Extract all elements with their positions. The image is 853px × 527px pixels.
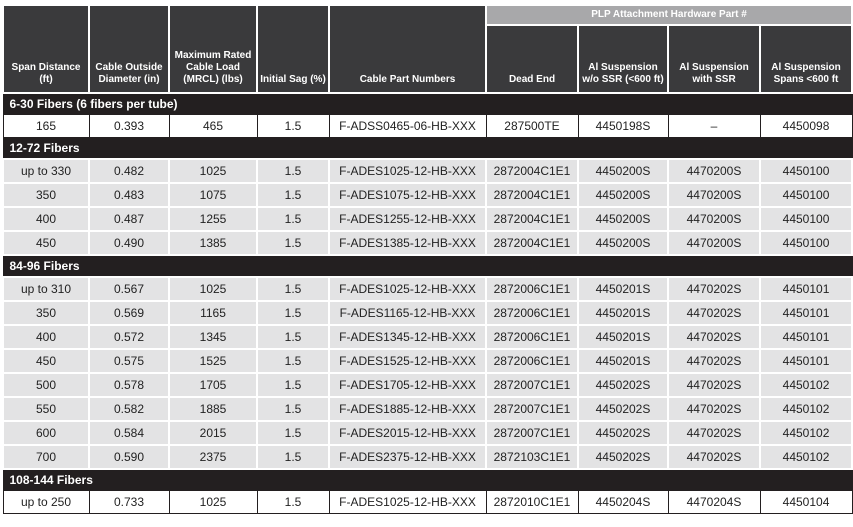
outside-diameter-cell: 0.569 — [89, 301, 169, 325]
span-distance-cell: 350 — [3, 183, 89, 207]
suspension-spans-cell: 4450098 — [760, 115, 852, 138]
suspension-without-ssr-cell: 4450202S — [578, 421, 668, 445]
initial-sag-cell: 1.5 — [257, 421, 329, 445]
suspension-spans-cell: 4450102 — [760, 373, 852, 397]
header-dead-end: Dead End — [486, 25, 578, 93]
suspension-spans-cell: 4450102 — [760, 397, 852, 421]
initial-sag-cell: 1.5 — [257, 349, 329, 373]
suspension-with-ssr-cell: 4470202S — [668, 349, 760, 373]
initial-sag-cell: 1.5 — [257, 301, 329, 325]
span-distance-cell: 600 — [3, 421, 89, 445]
initial-sag-cell: 1.5 — [257, 373, 329, 397]
suspension-without-ssr-cell: 4450201S — [578, 325, 668, 349]
mrcl-cell: 1025 — [169, 277, 257, 301]
header-span-distance: Span Distance (ft) — [3, 5, 89, 93]
table-row — [3, 183, 852, 207]
cable-part-number-cell: F-ADES1025-12-HB-XXX — [329, 277, 486, 301]
initial-sag-cell: 1.5 — [257, 445, 329, 469]
span-distance-cell: 700 — [3, 445, 89, 469]
dead-end-cell: 2872004C1E1 — [486, 231, 578, 255]
suspension-without-ssr-cell: 4450200S — [578, 207, 668, 231]
cable-part-number-cell: F-ADES1255-12-HB-XXX — [329, 207, 486, 231]
mrcl-cell: 1025 — [169, 159, 257, 183]
span-distance-cell: 400 — [3, 325, 89, 349]
suspension-without-ssr-cell: 4450198S — [578, 115, 668, 138]
table-row — [3, 397, 852, 421]
suspension-with-ssr-cell: 4470202S — [668, 373, 760, 397]
cable-part-number-cell: F-ADSS0465-06-HB-XXX — [329, 115, 486, 138]
fiber-group-row — [3, 255, 852, 277]
outside-diameter-cell: 0.575 — [89, 349, 169, 373]
table-row — [3, 207, 852, 231]
header-cable-part-numbers: Cable Part Numbers — [329, 5, 486, 93]
initial-sag-cell: 1.5 — [257, 491, 329, 514]
dead-end-cell: 2872006C1E1 — [486, 301, 578, 325]
suspension-without-ssr-cell: 4450200S — [578, 183, 668, 207]
cable-part-number-cell: F-ADES1025-12-HB-XXX — [329, 159, 486, 183]
span-distance-cell: 450 — [3, 231, 89, 255]
suspension-with-ssr-cell: 4470200S — [668, 207, 760, 231]
span-distance-cell: up to 250 — [3, 491, 89, 514]
outside-diameter-cell: 0.482 — [89, 159, 169, 183]
suspension-with-ssr-cell: 4470200S — [668, 183, 760, 207]
span-distance-cell: up to 310 — [3, 277, 89, 301]
table-row — [3, 325, 852, 349]
initial-sag-cell: 1.5 — [257, 397, 329, 421]
outside-diameter-cell: 0.584 — [89, 421, 169, 445]
mrcl-cell: 1255 — [169, 207, 257, 231]
mrcl-cell: 2375 — [169, 445, 257, 469]
mrcl-cell: 1165 — [169, 301, 257, 325]
table-row — [3, 277, 852, 301]
header-cable-diameter: Cable Outside Diameter (in) — [89, 5, 169, 93]
suspension-spans-cell: 4450100 — [760, 231, 852, 255]
dead-end-cell: 2872007C1E1 — [486, 373, 578, 397]
dead-end-cell: 2872004C1E1 — [486, 183, 578, 207]
cable-part-number-cell: F-ADES1345-12-HB-XXX — [329, 325, 486, 349]
table-row — [3, 421, 852, 445]
suspension-without-ssr-cell: 4450200S — [578, 159, 668, 183]
table-row — [3, 231, 852, 255]
mrcl-cell: 1345 — [169, 325, 257, 349]
dead-end-cell: 2872004C1E1 — [486, 159, 578, 183]
cable-part-number-cell: F-ADES1525-12-HB-XXX — [329, 349, 486, 373]
suspension-spans-cell: 4450100 — [760, 207, 852, 231]
suspension-spans-cell: 4450101 — [760, 301, 852, 325]
cable-part-number-cell: F-ADES1075-12-HB-XXX — [329, 183, 486, 207]
table-row — [3, 491, 852, 514]
header-plp-hardware-group: PLP Attachment Hardware Part # — [486, 5, 852, 25]
outside-diameter-cell: 0.393 — [89, 115, 169, 138]
cable-spec-table — [2, 4, 853, 514]
suspension-spans-cell: 4450102 — [760, 445, 852, 469]
table-row — [3, 349, 852, 373]
initial-sag-cell: 1.5 — [257, 159, 329, 183]
dead-end-cell: 2872007C1E1 — [486, 397, 578, 421]
outside-diameter-cell: 0.572 — [89, 325, 169, 349]
suspension-with-ssr-cell: 4470202S — [668, 301, 760, 325]
header-initial-sag: Initial Sag (%) — [257, 5, 329, 93]
mrcl-cell: 1075 — [169, 183, 257, 207]
initial-sag-cell: 1.5 — [257, 325, 329, 349]
initial-sag-cell: 1.5 — [257, 183, 329, 207]
dead-end-cell: 2872006C1E1 — [486, 349, 578, 373]
suspension-spans-cell: 4450100 — [760, 183, 852, 207]
outside-diameter-cell: 0.582 — [89, 397, 169, 421]
fiber-group-title: 84-96 Fibers — [3, 255, 852, 277]
table-row — [3, 373, 852, 397]
suspension-without-ssr-cell: 4450201S — [578, 349, 668, 373]
dead-end-cell: 2872006C1E1 — [486, 325, 578, 349]
table-body — [3, 93, 852, 514]
fiber-group-title: 12-72 Fibers — [3, 138, 852, 160]
span-distance-cell: 400 — [3, 207, 89, 231]
span-distance-cell: 550 — [3, 397, 89, 421]
initial-sag-cell: 1.5 — [257, 277, 329, 301]
span-distance-cell: 500 — [3, 373, 89, 397]
outside-diameter-cell: 0.487 — [89, 207, 169, 231]
header-suspension-without-ssr: Al Suspension w/o SSR (<600 ft) — [578, 25, 668, 93]
fiber-group-title: 6-30 Fibers (6 fibers per tube) — [3, 93, 852, 115]
table-row — [3, 159, 852, 183]
dead-end-cell: 2872007C1E1 — [486, 421, 578, 445]
span-distance-cell: 450 — [3, 349, 89, 373]
suspension-without-ssr-cell: 4450201S — [578, 277, 668, 301]
suspension-with-ssr-cell: 4470202S — [668, 277, 760, 301]
mrcl-cell: 1025 — [169, 491, 257, 514]
suspension-without-ssr-cell: 4450202S — [578, 445, 668, 469]
fiber-group-title: 108-144 Fibers — [3, 469, 852, 491]
fiber-group-row — [3, 469, 852, 491]
initial-sag-cell: 1.5 — [257, 207, 329, 231]
suspension-spans-cell: 4450104 — [760, 491, 852, 514]
suspension-spans-cell: 4450102 — [760, 421, 852, 445]
suspension-without-ssr-cell: 4450204S — [578, 491, 668, 514]
dead-end-cell: 2872010C1E1 — [486, 491, 578, 514]
suspension-with-ssr-cell: – — [668, 115, 760, 138]
header-suspension-spans: Al Suspension Spans <600 ft — [760, 25, 852, 93]
suspension-spans-cell: 4450101 — [760, 325, 852, 349]
spec-table-container — [2, 4, 851, 514]
dead-end-cell: 2872103C1E1 — [486, 445, 578, 469]
dead-end-cell: 2872004C1E1 — [486, 207, 578, 231]
outside-diameter-cell: 0.567 — [89, 277, 169, 301]
span-distance-cell: up to 330 — [3, 159, 89, 183]
outside-diameter-cell: 0.483 — [89, 183, 169, 207]
mrcl-cell: 1705 — [169, 373, 257, 397]
suspension-spans-cell: 4450101 — [760, 349, 852, 373]
table-row — [3, 445, 852, 469]
cable-part-number-cell: F-ADES1385-12-HB-XXX — [329, 231, 486, 255]
mrcl-cell: 1885 — [169, 397, 257, 421]
fiber-group-row — [3, 138, 852, 160]
suspension-with-ssr-cell: 4470202S — [668, 445, 760, 469]
suspension-without-ssr-cell: 4450201S — [578, 301, 668, 325]
outside-diameter-cell: 0.578 — [89, 373, 169, 397]
mrcl-cell: 465 — [169, 115, 257, 138]
suspension-with-ssr-cell: 4470204S — [668, 491, 760, 514]
fiber-group-row — [3, 93, 852, 115]
mrcl-cell: 1525 — [169, 349, 257, 373]
outside-diameter-cell: 0.490 — [89, 231, 169, 255]
suspension-spans-cell: 4450100 — [760, 159, 852, 183]
mrcl-cell: 2015 — [169, 421, 257, 445]
suspension-with-ssr-cell: 4470202S — [668, 325, 760, 349]
suspension-with-ssr-cell: 4470202S — [668, 421, 760, 445]
suspension-with-ssr-cell: 4470200S — [668, 231, 760, 255]
cable-part-number-cell: F-ADES1705-12-HB-XXX — [329, 373, 486, 397]
cable-part-number-cell: F-ADES1165-12-HB-XXX — [329, 301, 486, 325]
header-suspension-with-ssr: Al Suspension with SSR — [668, 25, 760, 93]
header-mrcl: Maximum Rated Cable Load (MRCL) (lbs) — [169, 5, 257, 93]
cable-part-number-cell: F-ADES1885-12-HB-XXX — [329, 397, 486, 421]
suspension-with-ssr-cell: 4470202S — [668, 397, 760, 421]
cable-part-number-cell: F-ADES2375-12-HB-XXX — [329, 445, 486, 469]
table-row — [3, 115, 852, 138]
mrcl-cell: 1385 — [169, 231, 257, 255]
cable-part-number-cell: F-ADES2015-12-HB-XXX — [329, 421, 486, 445]
dead-end-cell: 2872006C1E1 — [486, 277, 578, 301]
initial-sag-cell: 1.5 — [257, 115, 329, 138]
table-row — [3, 301, 852, 325]
suspension-without-ssr-cell: 4450202S — [578, 397, 668, 421]
span-distance-cell: 350 — [3, 301, 89, 325]
initial-sag-cell: 1.5 — [257, 231, 329, 255]
suspension-spans-cell: 4450101 — [760, 277, 852, 301]
suspension-with-ssr-cell: 4470200S — [668, 159, 760, 183]
dead-end-cell: 287500TE — [486, 115, 578, 138]
table-header — [3, 5, 852, 93]
suspension-without-ssr-cell: 4450200S — [578, 231, 668, 255]
span-distance-cell: 165 — [3, 115, 89, 138]
outside-diameter-cell: 0.590 — [89, 445, 169, 469]
outside-diameter-cell: 0.733 — [89, 491, 169, 514]
suspension-without-ssr-cell: 4450202S — [578, 373, 668, 397]
cable-part-number-cell: F-ADES1025-12-HB-XXX — [329, 491, 486, 514]
